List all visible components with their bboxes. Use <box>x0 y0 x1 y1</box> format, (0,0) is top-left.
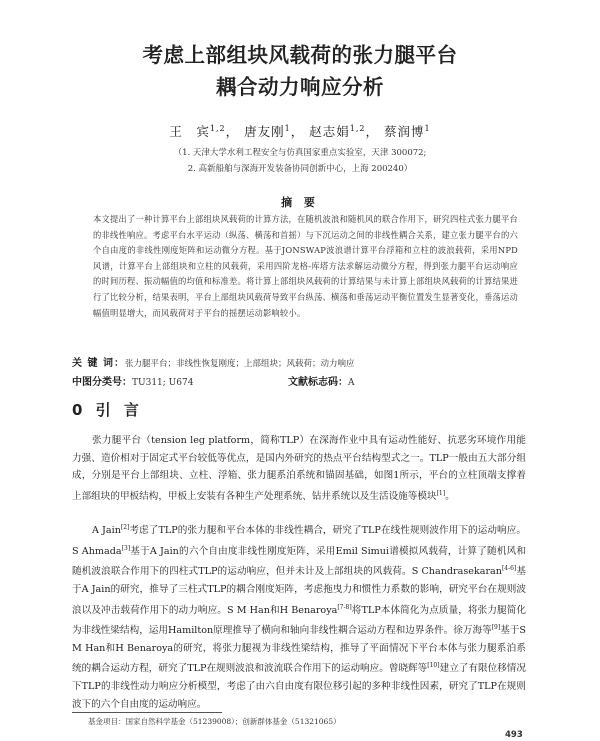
p1-text: 张力腿平台（tension leg platform，简称TLP）在深海作业中具有运动性能好、抗恶劣环境作用能力强、造价相对于固定式平台较低等优点，是国内外研究的热点平台结构型式之一。TLP一般由五大部分组成，分别是平台上部组块、立柱、浮箱、张力腿系泊系统和锚固基础，如图1所示，平台的立柱顶端支撑着上部组块的甲板结构，甲板上安装有各种生产处理系统、钻井系统以及生活设施等模块 <box>72 435 526 502</box>
body-paragraph-2 <box>72 519 526 713</box>
paper-title-line1: 考虑上部组块风载荷的张力腿平台 <box>142 43 458 67</box>
p2-text-e: 将TLP本体简化为点质量，将张力腿简化为非线性梁结构，运用Hamilton原理推导了横向和轴向非线性耦合运动方程和边界条件。徐万海等 <box>72 604 526 637</box>
citation-10: [10] <box>427 662 440 670</box>
author-4-affil: 1 <box>424 123 431 133</box>
classification-label: 中图分类号： <box>72 377 132 388</box>
p1-end: 。 <box>445 490 455 502</box>
keywords-label: 关 键 词： <box>72 358 125 369</box>
abstract-heading: 摘 要 <box>281 196 319 209</box>
affiliation-1: （1. 天津大学水利工程安全与仿真国家重点实验室，天津 300072; <box>173 148 427 158</box>
doc-code-label: 文献标志码： <box>288 377 348 388</box>
citation-7-8: [7-8] <box>337 603 352 611</box>
page-number: 493 <box>505 730 523 740</box>
citation-9: [9] <box>491 624 501 632</box>
classification-value: TU311; U674 <box>132 378 194 388</box>
author-3: 赵志娟 <box>309 124 350 139</box>
section-heading: 0 引 言 <box>72 401 143 419</box>
citation-3: [3] <box>121 544 131 552</box>
author-3-affil: 1,2 <box>349 123 366 133</box>
p2-text-d: 基于A Jain的研究，推导了三柱式TLP的耦合刚度矩阵，考虑拖曳力和惯性力系数的影响，研究平台在规则波浪以及冲击载荷作用下的动力响应。S M Han和H Benaroya <box>72 566 526 616</box>
citation-1: [1] <box>436 489 446 497</box>
keywords-value: 张力腿平台；非线性恢复刚度；上部组块；风载荷；动力响应 <box>124 359 355 369</box>
author-4: 蔡润博 <box>383 124 425 139</box>
footnote-rule <box>72 712 222 713</box>
funding-note: 基金项目：国家自然科学基金（51239008）；创新群体基金（51321065） <box>88 717 341 726</box>
paper-title-line2: 耦合动力响应分析 <box>216 75 384 99</box>
author-1: 王 宾 <box>169 124 210 139</box>
citation-4-6: [4-6] <box>501 565 517 573</box>
citation-2: [2] <box>120 524 130 531</box>
classification <box>72 373 532 388</box>
author-1-affil: 1,2 <box>209 123 226 133</box>
author-2: 唐友刚 <box>244 124 285 139</box>
p2-text-f: 基于S M Han和H Benaroya的研究，将张力腿视为非线性梁结构，推导了平面情况下平台本体与张力腿系泊系统的耦合运动方程，研究了TLP在规则波浪和波流联合作用下的运动响应。曾晓辉等 <box>72 625 526 675</box>
affiliation-2: 2. 高新船舶与深海开发装备协同创新中心，上海 200240） <box>187 164 413 174</box>
author-2-affil: 1 <box>284 123 291 133</box>
p2-text-b: 考虑了TLP的张力腿和平台本体的非线性耦合，研究了TLP在线性规则波作用下的运动响应。S Ahmada <box>72 525 526 557</box>
abstract-text: 本文提出了一种计算平台上部组块风载荷的计算方法，在随机波浪和随机风的联合作用下，研究四柱式张力腿平台的非线性响应。考虑平台水平运动（纵荡、横荡和首摇）与下沉运动之间的非线性耦合关系，建立张力腿平台的六个自由度的非线性刚度矩阵和运动微分方程。基于JONSWAP波浪谱计算平台浮箱和立柱的波浪载荷，采用NPD风谱，计算平台上部组块和立柱的风载荷，采用四阶龙格-库塔方法求解运动微分方程，得到张力腿平台运动响应的时间历程、振动幅值的均值和标准差。将计算上部组块风载荷的计算结果与未计算上部组块风载荷的计算结果进行了比较分析，结果表明，平台上部组块风载荷导致平台纵荡、横荡和垂荡运动平衡位置发生显著变化，垂荡运动幅值明显增大，而风载荷对于平台的摇摆运动影响较小。 <box>93 214 518 318</box>
keywords <box>72 354 532 369</box>
p2-text-g: 建立了有限位移情况下TLP的非线性动力响应分析模型，考虑了由六自由度有限位移引起的多种非线性因素，研究了TLP在规则波下的六个自由度的运动响应。 <box>72 663 526 710</box>
doc-code-value: A <box>348 378 355 388</box>
author-list: 王 宾$^{1,2}$， 唐友刚$^1$， 赵志娟$^{1,2}$， 蔡润博$^1$ <box>169 123 431 139</box>
p2-text-a: A Jain <box>92 525 121 537</box>
body-paragraph-1 <box>72 432 526 505</box>
p2-text-c: 基于A Jain的六个自由度非线性刚度矩阵，采用Emil Simui谱模拟风载荷，计算了随机风和随机波浪联合作用下的四柱式TLP的运动响应，但并未计及上部组块的风载荷。S Chandrasekaran <box>72 545 526 578</box>
